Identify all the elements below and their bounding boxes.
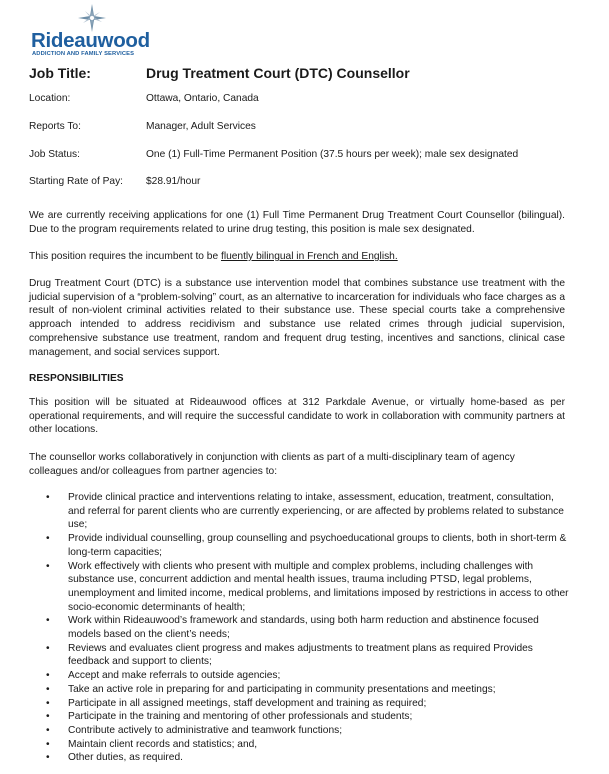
- list-item: • Work within Rideauwood’s framework and standards, using both harm reduction and abstinence focused models based on the client’s needs;: [46, 615, 539, 641]
- reports-to-value: Manager, Adult Services: [146, 121, 256, 132]
- bullet-icon: •: [46, 492, 50, 503]
- bullet-icon: •: [46, 697, 50, 709]
- location-value: Ottawa, Ontario, Canada: [146, 93, 259, 104]
- pay-rate-value: $28.91/hour: [146, 176, 201, 187]
- bullet-icon: •: [46, 560, 50, 572]
- job-title-value: Drug Treatment Court (DTC) Counsellor: [146, 65, 410, 81]
- list-item: • Participate in the training and mentoring of other professionals and students;: [46, 711, 413, 723]
- intro-paragraph: We are currently receiving applications for one (1) Full Time Permanent Drug Treatment Court Counsellor (bilingual). Due to the program requirements related to urine drug testing, this position is male sex designated.: [29, 210, 565, 235]
- list-item: • Reviews and evaluates client progress and makes adjustments to treatment plans as required Provides feedback and support to clients;: [46, 642, 533, 668]
- responsibilities-heading: RESPONSIBILITIES: [29, 373, 124, 384]
- logo-tagline: ADDICTION AND FAMILY SERVICES: [32, 51, 135, 57]
- bullet-icon: •: [46, 670, 50, 682]
- bilingual-prefix: This position requires the incumbent to be: [29, 251, 221, 262]
- bilingual-requirement: fluently bilingual in French and English.: [220, 251, 398, 262]
- bullet-icon: •: [46, 724, 50, 736]
- list-item: • Maintain client records and statistics; and,: [46, 738, 258, 750]
- bullet-icon: •: [46, 752, 50, 764]
- list-item: • Contribute actively to administrative and teamwork functions;: [46, 724, 343, 736]
- list-item: • Accept and make referrals to outside agencies;: [46, 670, 281, 682]
- bilingual-paragraph: [29, 250, 565, 264]
- pay-rate-label: Starting Rate of Pay:: [29, 176, 124, 187]
- bullet-icon: •: [46, 738, 50, 750]
- list-item: • Provide clinical practice and interventions relating to intake, assessment, education, treatment, consultation, and referral for parent clients who are currently experiencing, or are affected by problems related to substance use;: [46, 492, 564, 531]
- bullet-icon: •: [46, 533, 50, 545]
- list-item: • Provide individual counselling, group counselling and psychoeducational groups to clients, both in short-term & long-term capacities;: [46, 533, 567, 558]
- logo-brand-text: Rideauwood: [31, 29, 150, 52]
- location-label: Location:: [29, 93, 71, 104]
- dtc-description-paragraph: Drug Treatment Court (DTC) is a substance use intervention model that combines substance use treatment with the judicial supervision of a “problem-solving” court, as an alternative to incarceration for individuals who face charges as a result of non-violent criminal activities related to their substance use. These special courts take a comprehensive approach intended to address recidivism and substance use related crimes through judicial supervision, comprehensive substance use treatment, random and frequent drug testing, incentives and sanctions, clinical case management, and social services support.: [29, 278, 565, 358]
- bullet-icon: •: [46, 683, 50, 695]
- responsibilities-list: [29, 491, 569, 765]
- reports-to-label: Reports To:: [29, 121, 81, 132]
- job-status-value: One (1) Full-Time Permanent Position (37.5 hours per week); male sex designated: [146, 149, 519, 160]
- list-item: • Participate in all assigned meetings, staff development and training as required;: [46, 697, 427, 709]
- bullet-icon: •: [46, 615, 50, 627]
- compass-star-icon: [77, 4, 107, 32]
- team-paragraph: The counsellor works collaboratively in conjunction with clients as part of a multi-disciplinary team of agency colleagues and/or colleagues from partner agencies to:: [29, 452, 515, 477]
- location-paragraph: This position will be situated at Rideauwood offices at 312 Parkdale Avenue, or virtually home-based as per operational requirements, and will require the successful candidate to work in collaboration with community partners at other locations.: [29, 397, 565, 436]
- bullet-icon: •: [46, 642, 50, 654]
- bullet-icon: •: [46, 711, 50, 723]
- rideauwood-logo: [31, 4, 151, 57]
- job-status-label: Job Status:: [29, 149, 80, 160]
- list-item: • Work effectively with clients who present with multiple and complex problems, including challenges with substance use, concurrent addiction and mental health issues, trauma including PTSD, legal problems, unemployment and limited income, medical problems, and limitations imposed by restrictions in access to other socio-economic determinants of health;: [46, 560, 569, 613]
- job-title-label: Job Title:: [29, 65, 91, 81]
- list-item: • Other duties, as required.: [46, 752, 183, 764]
- list-item: • Take an active role in preparing for and participating in community presentations and meetings;: [46, 683, 496, 695]
- job-title-row: [29, 65, 579, 85]
